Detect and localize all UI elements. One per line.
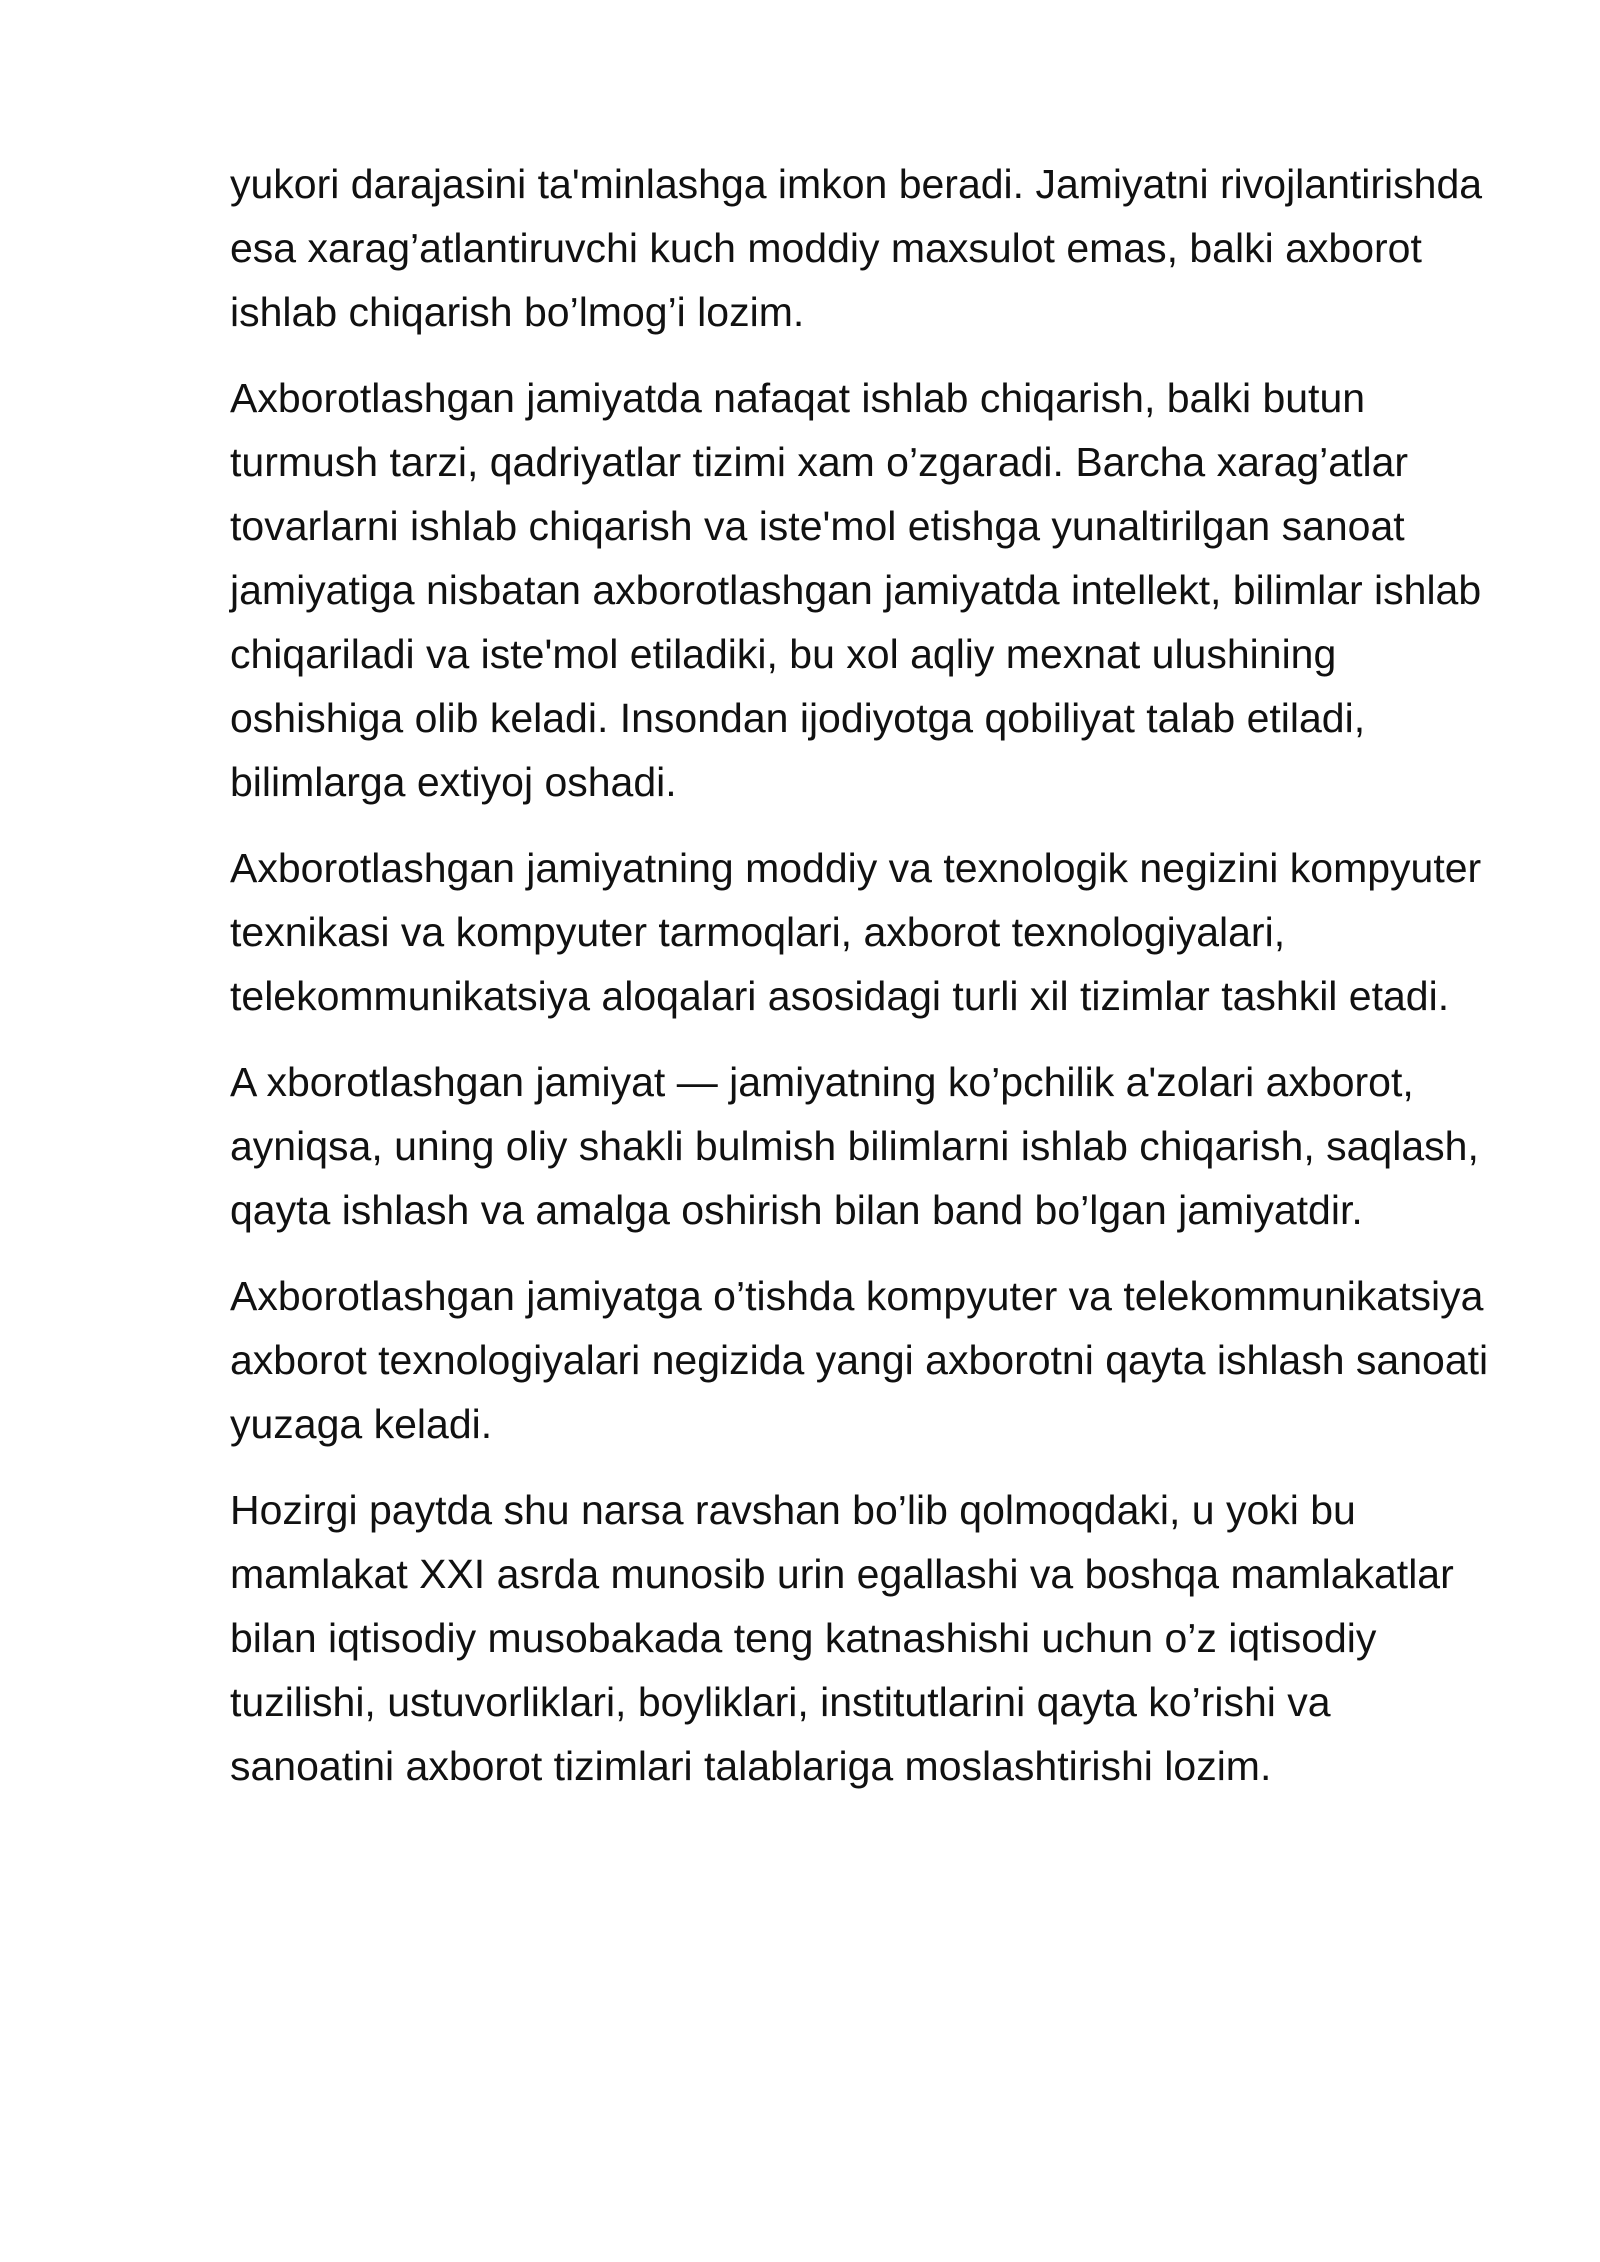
paragraph-6: Hozirgi paytda shu narsa ravshan bo’lib qolmoqdaki, u yoki bu mamlakat XXI asrda munosib urin egallashi va boshqa mamlakatlar bilan iqtisodiy musobakada teng katnashishi uchun o’z iqtisodiy tuzilishi, ustuvorliklari, boyliklari, institutlarini qayta ko’rishi va sanoatini axborot tizimlari talablariga moslashtirishi lozim. [230,1487,1454,1789]
paragraph-5: Axborotlashgan jamiyatga o’tishda kompyuter va telekommunikatsiya axborot texnologiyalari negizida yangi axborotni qayta ishlash sanoati yuzaga keladi. [230,1273,1489,1447]
paragraph-3: Axborotlashgan jamiyatning moddiy va texnologik negizini kompyuter texnikasi va kompyuter tarmoqlari, axborot texnologiyalari, telekommunikatsiya aloqalari asosidagi turli xil tizimlar tashkil etadi. [230,845,1482,1019]
paragraph-1: yukori darajasini ta'minlashga imkon beradi. Jamiyatni rivojlantirishda esa xarag’atlantiruvchi kuch moddiy maxsulot emas, balki axborot ishlab chiqarish bo’lmog’i lozim. [230,161,1483,335]
paragraph-4: A xborotlashgan jamiyat — jamiyatning ko’pchilik a'zolari axborot, ayniqsa, uning oliy shakli bulmish bilimlarni ishlab chiqarish, saqlash, qayta ishlash va amalga oshirish bilan band bo’lgan jamiyatdir. [230,1059,1479,1233]
document-body [230,152,1490,1820]
paragraph-2: Axborotlashgan jamiyatda nafaqat ishlab chiqarish, balki butun turmush tarzi, qadriyatlar tizimi xam o’zgaradi. Barcha xarag’atlar tovarlarni ishlab chiqarish va iste'mol etishga yunaltirilgan sanoat jamiyatiga nisbatan axborotlashgan jamiyatda intellekt, bilimlar ishlab chiqariladi va iste'mol etiladiki, bu xol aqliy mexnat ulushining oshishiga olib keladi. Insondan ijodiyotga qobiliyat talab etiladi, bilimlarga extiyoj oshadi. [230,375,1482,805]
